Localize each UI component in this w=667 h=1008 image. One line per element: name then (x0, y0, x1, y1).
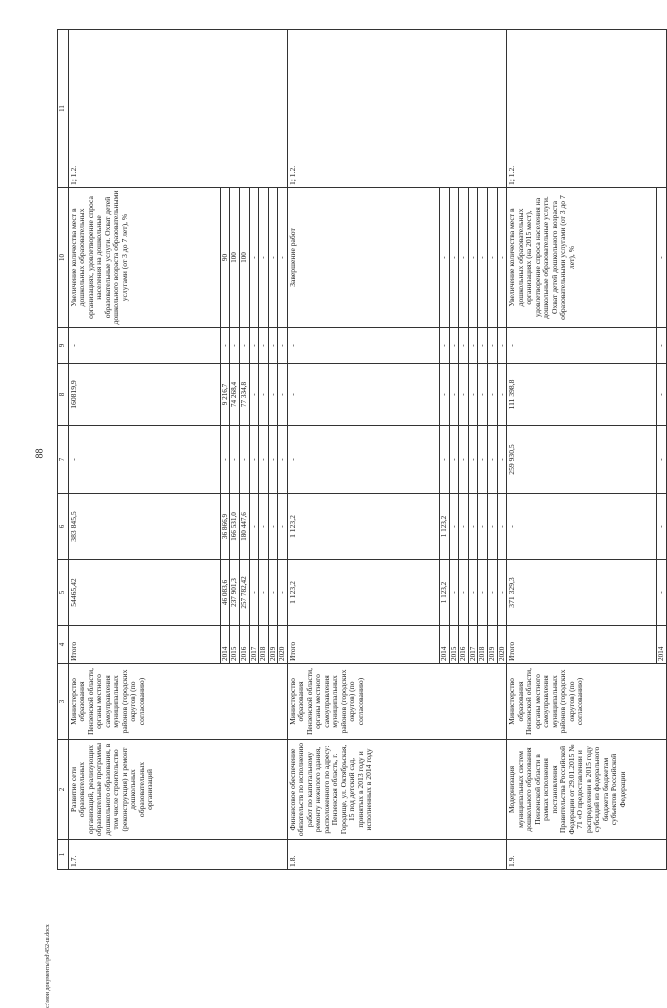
year-cell: 2016 (459, 626, 469, 664)
year-cell: 2019 (487, 626, 497, 664)
activity-name: Модернизация муниципальных систем дошкольного образования Пензенской области в рамках исполнения постановления Правительства Российской Федерации от 29.01.2015 № 71 «О предоставлении и распределении в 2015 году субсидий из федерального бюджета бюджетам субъектов Российской Федерации (507, 740, 667, 840)
value-cell: 46 083,6 (220, 560, 230, 626)
value-cell: - (439, 364, 449, 426)
indicator-value: 100 (240, 188, 250, 328)
value-cell: - (468, 364, 478, 426)
value-cell: - (230, 328, 240, 364)
value-cell: - (459, 560, 469, 626)
value-cell: 259 930,5 (507, 426, 657, 494)
value-cell: - (459, 426, 469, 494)
total-label: Итого (507, 626, 657, 664)
value-cell: - (268, 494, 278, 560)
indicator-value: - (497, 188, 507, 328)
indicator-cell: Увеличение количества мест в дошкольных образовательных организациях (на 2015 мест), удовлетворение спроса населения на дошкольные образовательные услуги. Охват детей дошкольного возраста образовательными услугами (от 3 до 7 лет), % (507, 188, 657, 328)
year-cell: 2017 (249, 626, 259, 664)
item-number: 1.9. (507, 840, 667, 870)
value-cell: - (487, 328, 497, 364)
executor-cell: Министерство образования Пензенской области, органы местного самоуправления муниципальных районов (городских округов) (по согласованию) (68, 664, 287, 740)
value-cell: 111 398,8 (507, 364, 657, 426)
value-cell: - (68, 328, 220, 364)
indicator-cell: Завершение работ (287, 188, 439, 328)
value-cell: - (249, 560, 259, 626)
value-cell: - (249, 328, 259, 364)
indicator-value: - (468, 188, 478, 328)
value-cell: - (278, 328, 288, 364)
value-cell: - (657, 328, 667, 364)
value-cell: - (478, 426, 488, 494)
value-cell: - (497, 560, 507, 626)
value-cell: - (268, 364, 278, 426)
page-number: 88 (34, 448, 46, 459)
col-header: 6 (58, 494, 69, 560)
value-cell: - (68, 426, 220, 494)
value-cell: - (439, 328, 449, 364)
indicator-value: - (459, 188, 469, 328)
year-cell: 2017 (468, 626, 478, 664)
value-cell: - (268, 426, 278, 494)
value-cell: 166 531,0 (230, 494, 240, 560)
indicator-value: - (259, 188, 269, 328)
year-cell: 2015 (230, 626, 240, 664)
indicator-value: 90 (220, 188, 230, 328)
value-cell: - (278, 364, 288, 426)
value-cell: - (230, 426, 240, 494)
indicator-value: - (278, 188, 288, 328)
value-cell: 383 845,5 (68, 494, 220, 560)
reference-cell: 1; 1.2. (68, 30, 287, 188)
value-cell: - (487, 426, 497, 494)
col-header: 11 (58, 30, 69, 188)
table-row (287, 30, 439, 870)
value-cell: - (497, 494, 507, 560)
year-cell: 2020 (278, 626, 288, 664)
value-cell: - (259, 426, 269, 494)
col-header: 8 (58, 364, 69, 426)
item-number: 1.7. (68, 840, 287, 870)
activity-name: Развитие сети образовательных организаций, реализующих образовательные программы дошкольного образования, в том числе строительство (реконструкция) и ремонт дошкольных образовательных организаций (68, 740, 287, 840)
value-cell: - (459, 328, 469, 364)
indicator-value: - (268, 188, 278, 328)
indicator-value: - (487, 188, 497, 328)
value-cell: - (240, 426, 250, 494)
indicator-value: - (478, 188, 488, 328)
value-cell: - (220, 328, 230, 364)
value-cell: - (507, 494, 657, 560)
indicator-value: - (657, 188, 667, 328)
year-cell: 2015 (449, 626, 459, 664)
value-cell: - (278, 494, 288, 560)
value-cell: 77 334,8 (240, 364, 250, 426)
value-cell: - (249, 494, 259, 560)
value-cell: - (478, 494, 488, 560)
value-cell: - (449, 494, 459, 560)
executor-cell: Министерство образования Пензенской области, органы местного самоуправления муниципальных районов (городских округов) (по согласованию) (507, 664, 667, 740)
indicator-value: - (439, 188, 449, 328)
value-cell: - (468, 494, 478, 560)
value-cell: - (478, 364, 488, 426)
value-cell: - (459, 364, 469, 426)
value-cell: 1 123,2 (287, 494, 439, 560)
value-cell: 160819,9 (68, 364, 220, 426)
value-cell: - (497, 426, 507, 494)
value-cell: - (468, 426, 478, 494)
reference-cell: 1; 1.2. (507, 30, 667, 188)
indicator-cell: Увеличение количества мест в дошкольных образовательных организациях, удовлетворение спроса населения на дошкольные образовательные услуги. Охват детей дошкольного возраста образовательными услугами (от 3 до 7 лет), % (68, 188, 220, 328)
value-cell: - (287, 426, 439, 494)
value-cell: - (287, 364, 439, 426)
value-cell: 180 447,6 (240, 494, 250, 560)
col-header: 9 (58, 328, 69, 364)
value-cell: - (249, 426, 259, 494)
value-cell: - (468, 560, 478, 626)
value-cell: 54465,42 (68, 560, 220, 626)
item-number: 1.8. (287, 840, 506, 870)
indicator-value: 100 (230, 188, 240, 328)
total-label: Итого (287, 626, 439, 664)
value-cell: - (657, 494, 667, 560)
col-header: 5 (58, 560, 69, 626)
value-cell: - (259, 328, 269, 364)
value-cell: - (657, 364, 667, 426)
total-label: Итого (68, 626, 220, 664)
year-cell: 2019 (268, 626, 278, 664)
value-cell: - (449, 328, 459, 364)
value-cell: 9 216,7 (220, 364, 230, 426)
value-cell: - (449, 364, 459, 426)
year-cell: 2016 (240, 626, 250, 664)
col-header: 2 (58, 740, 69, 840)
program-table (57, 29, 667, 870)
footer-file-path: c:\мои документы\pd\452-ш.docx (45, 924, 51, 1008)
value-cell: - (657, 426, 667, 494)
col-header: 7 (58, 426, 69, 494)
value-cell: - (259, 560, 269, 626)
col-header: 1 (58, 840, 69, 870)
table-row (507, 30, 657, 870)
col-header: 10 (58, 188, 69, 328)
value-cell: - (268, 328, 278, 364)
year-cell: 2020 (497, 626, 507, 664)
value-cell: 257 782,42 (240, 560, 250, 626)
value-cell: - (439, 426, 449, 494)
value-cell: - (468, 328, 478, 364)
value-cell: - (507, 328, 657, 364)
indicator-value: - (449, 188, 459, 328)
value-cell: - (259, 494, 269, 560)
value-cell: 1 123,2 (439, 560, 449, 626)
value-cell: 371 329,3 (507, 560, 657, 626)
indicator-value: - (249, 188, 259, 328)
year-cell: 2014 (657, 626, 667, 664)
year-cell: 2018 (478, 626, 488, 664)
rotated-table-wrapper (57, 30, 666, 870)
value-cell: - (657, 560, 667, 626)
value-cell: - (497, 364, 507, 426)
reference-cell: 1; 1.2. (287, 30, 506, 188)
value-cell: - (478, 328, 488, 364)
value-cell: - (478, 560, 488, 626)
value-cell: - (259, 364, 269, 426)
col-header: 3 (58, 664, 69, 740)
value-cell: 74 268,4 (230, 364, 240, 426)
value-cell: - (287, 328, 439, 364)
value-cell: - (249, 364, 259, 426)
value-cell: - (497, 328, 507, 364)
value-cell: 36 866,9 (220, 494, 230, 560)
value-cell: - (487, 494, 497, 560)
year-cell: 2014 (220, 626, 230, 664)
executor-cell: Министерство образования Пензенской области, органы местного самоуправления муниципальных районов (городских округов) (по согласованию) (287, 664, 506, 740)
year-cell: 2014 (439, 626, 449, 664)
value-cell: - (459, 494, 469, 560)
value-cell: - (487, 560, 497, 626)
value-cell: - (449, 560, 459, 626)
value-cell: - (220, 426, 230, 494)
value-cell: - (487, 364, 497, 426)
value-cell: - (449, 426, 459, 494)
value-cell: - (268, 560, 278, 626)
value-cell: - (278, 560, 288, 626)
col-header: 4 (58, 626, 69, 664)
value-cell: 1 123,2 (439, 494, 449, 560)
value-cell: - (240, 328, 250, 364)
value-cell: 1 123,2 (287, 560, 439, 626)
table-row (68, 30, 220, 870)
value-cell: - (278, 426, 288, 494)
column-number-row (58, 30, 69, 870)
activity-name: Финансовое обеспечение обязательств по исполнению работ по капитальному ремонту нежилого здания, расположенного по адресу: Пензенская область, г. Городище, ул. Октябрьская, 15 под детский сад, принятых в 2013 году и исполненных в 2014 году (287, 740, 506, 840)
year-cell: 2018 (259, 626, 269, 664)
value-cell: 237 901,3 (230, 560, 240, 626)
